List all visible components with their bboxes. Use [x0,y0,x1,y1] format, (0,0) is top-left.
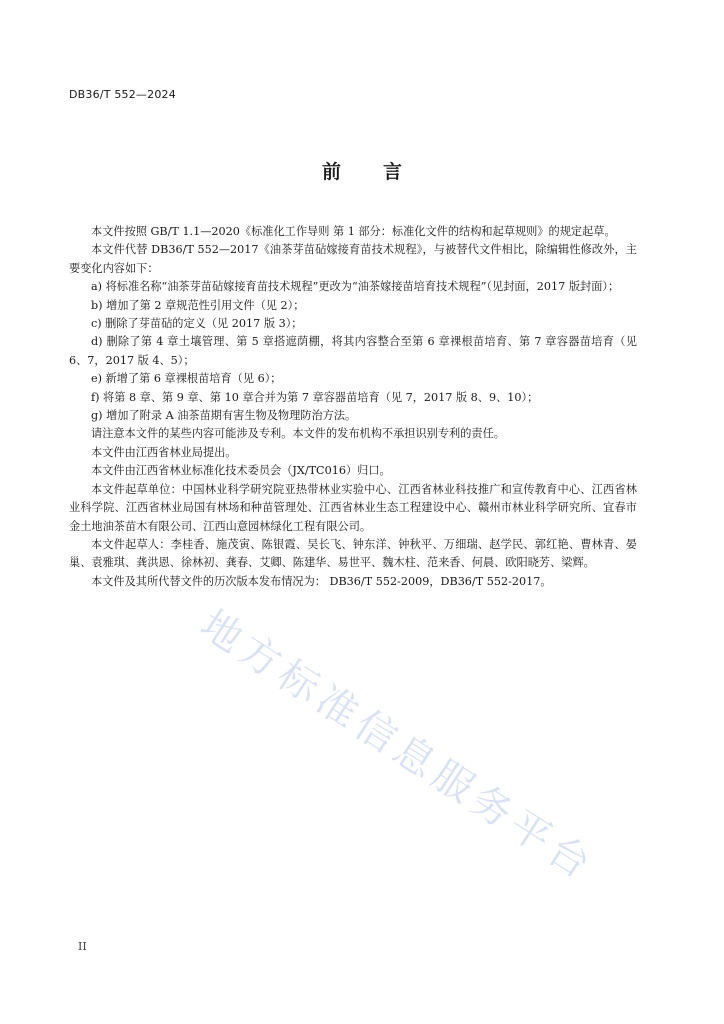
change-item-e: e) 新增了第 6 章裸根苗培育（见 6）； [91,372,282,386]
change-item-f: f) 将第 8 章、第 9 章、第 10 章合并为第 7 章容器苗培育（见 7，2017 版 8、9、10）； [91,390,539,404]
change-item-d: d) 删除了第 4 章土壤管理、第 5 章搭遮荫棚，将其内容整合至第 6 章裸根苗培育、第 7 章容器苗培育（见 6、7，2017 版 4、5）； [69,335,637,367]
proposer-statement: 本文件由江西省林业局提出。 [91,445,237,459]
change-item-a: a) 将标准名称“油茶芽苗砧嫁接育苗技术规程”更改为“油茶嫁接苗培育技术规程”（见封面，2017 版封面）； [91,280,620,294]
drafters: 本文件起草人：李桂香、施茂寅、陈银霞、吴长飞、钟东洋、钟秋平、万细瑞、赵学民、郭红艳、曹林青、晏巢、袁雅琪、龚洪恩、徐林初、龚春、艾卿、陈建华、易世平、魏木柱、范来香、何晨、欧阳晓芳、梁辉。 [69,537,637,570]
foreword-body [69,223,637,591]
change-item-g: g) 增加了附录 A 油茶苗期有害生物及物理防治方法。 [91,409,357,423]
release-history: 本文件及其所代替文件的历次版本发布情况为： DB36/T 552-2009，DB36/T 552-2017。 [91,574,552,588]
page-title [0,157,724,184]
committee-statement: 本文件由江西省林业标准化技术委员会（JX/TC016）归口。 [91,464,391,478]
drafting-units: 本文件起草单位：中国林业科学研究院亚热带林业实验中心、江西省林业科技推广和宣传教育中心、江西省林业科学院、江西省林业局国有林场和种苗管理处、江西省林业生态工程建设中心、赣州市林业科学研究所、宜春市金土地油茶苗木有限公司、江西山意园林绿化工程有限公司。 [69,482,637,533]
title-char-2: 言 [383,161,403,183]
paragraph-drafting-rules: 本文件按照 GB/T 1.1—2020《标准化工作导则 第 1 部分：标准化文件的结构和起草规则》的规定起草。 [91,225,616,238]
page-number: II [78,940,87,953]
change-item-b: b) 增加了第 2 章规范性引用文件（见 2）； [91,298,305,312]
paragraph-replacement: 本文件代替 DB36/T 552—2017《油茶芽苗砧嫁接育苗技术规程》，与被替代文件相比，除编辑性修改外，主要变化内容如下： [69,243,637,275]
title-char-1: 前 [321,161,341,183]
patent-notice: 请注意本文件的某些内容可能涉及专利。本文件的发布机构不承担识别专利的责任。 [91,427,505,441]
document-code: DB36/T 552—2024 [69,88,176,101]
watermark: 地方标准信息服务平台 [192,601,603,891]
change-item-c: c) 删除了芽苗砧的定义（见 2017 版 3）； [91,317,303,331]
